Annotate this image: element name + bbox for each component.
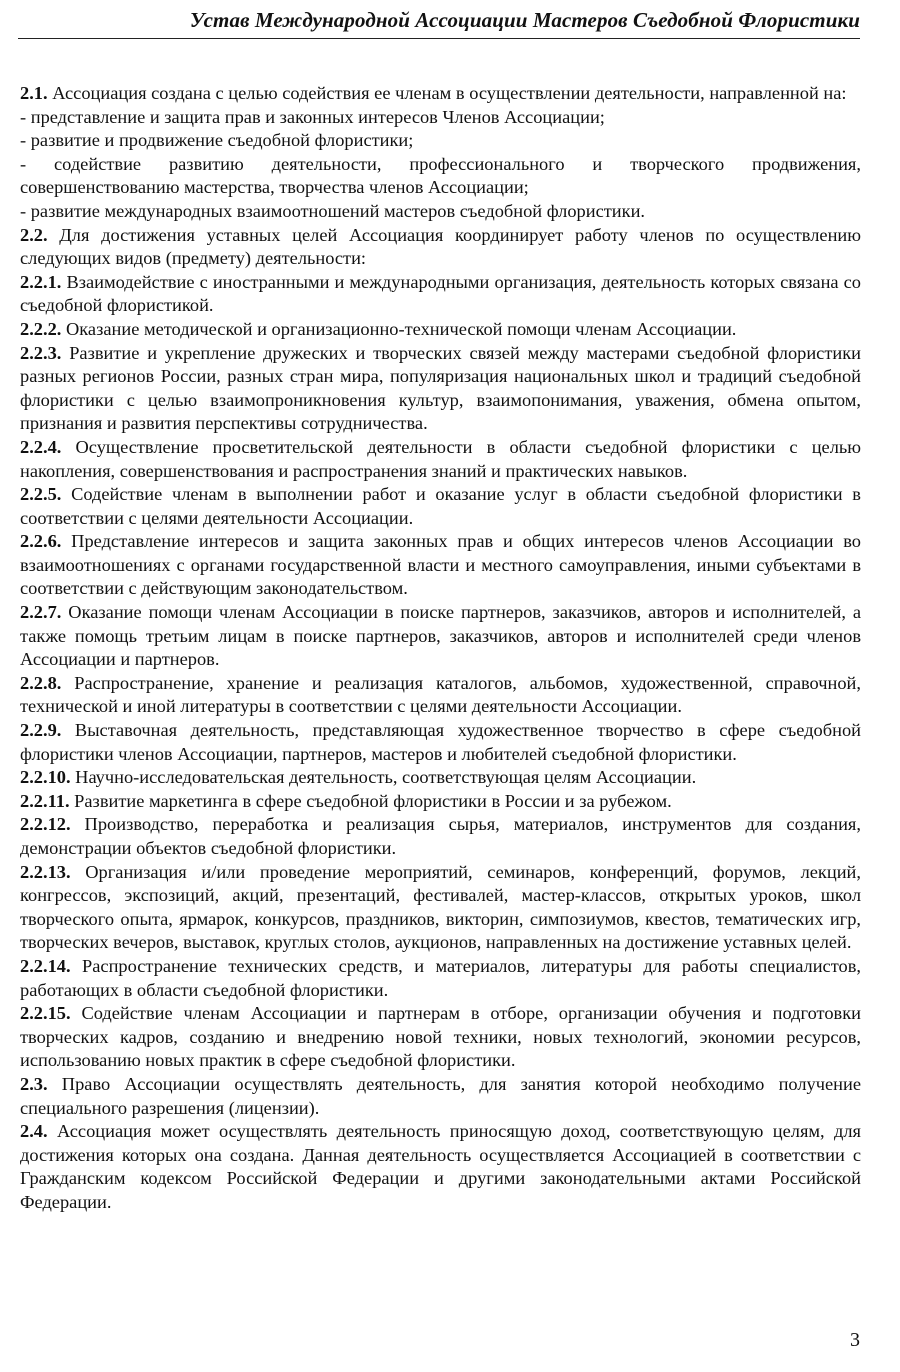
clause-number: 2.2.8. [20, 672, 62, 693]
header-title: Устав Международной Ассоциации Мастеров Съедобной Флористики [189, 8, 860, 32]
clause-paragraph [20, 719, 861, 766]
clause-paragraph [20, 813, 861, 860]
clause-text: Взаимодействие с иностранными и международными организация, деятельность которых связана со съедобной флористикой. [20, 271, 861, 316]
clause-text: - содействие развитию деятельности, профессионального и творческого продвижения, совершенствованию мастерства, творчества членов Ассоциации; [20, 153, 861, 198]
clause-paragraph [20, 766, 861, 790]
clause-text: Развитие и укрепление дружеских и творческих связей между мастерами съедобной флористики разных регионов России, разных стран мира, популяризация национальных школ и традиций съедобной флористики с целью взаимопроникновения культур, взаимопонимания, уважения, обмена опытом, признания и развития перспективы сотрудничества. [20, 342, 861, 434]
clause-paragraph [20, 861, 861, 955]
clause-number: 2.1. [20, 83, 48, 103]
clause-text: Осуществление просветительской деятельности в области съедобной флористики с целью накопления, совершенствования и распространения знаний и практических навыков. [20, 436, 861, 481]
clause-paragraph [20, 224, 861, 271]
clause-number: 2.2.5. [20, 484, 62, 505]
page-number: 3 [850, 1329, 860, 1351]
clause-paragraph [20, 1002, 861, 1073]
clause-paragraph [20, 483, 861, 530]
clause-paragraph [20, 1120, 861, 1214]
clause-paragraph [20, 1073, 861, 1120]
clause-text: Развитие маркетинга в сфере съедобной флористики в России и за рубежом. [69, 790, 672, 811]
clause-paragraph [20, 271, 861, 318]
clause-number: 2.2.11. [20, 790, 70, 811]
clause-number: 2.2.14. [20, 955, 71, 976]
clause-text: Оказание методической и организационно-технической помощи членам Ассоциации. [61, 318, 737, 339]
clause-text: Распространение технических средств, и материалов, литературы для работы специалистов, работающих в области съедобной флористики. [20, 955, 861, 1000]
clause-number: 2.2.1. [20, 271, 62, 292]
clause-paragraph [20, 601, 861, 672]
list-item [20, 129, 861, 153]
clause-number: 2.2.10. [20, 767, 71, 788]
clause-number: 2.2. [20, 224, 48, 245]
clause-text: - развитие и продвижение съедобной флористики; [20, 130, 414, 151]
clause-text: Научно-исследовательская деятельность, соответствующая целям Ассоциации. [70, 767, 697, 788]
clause-text: Оказание помощи членам Ассоциации в поиске партнеров, заказчиков, авторов и исполнителей, а также помощь третьим лицам в поиске партнеров, заказчиков, авторов и исполнителей среди членов Ассоциации и партнеров. [20, 602, 861, 670]
clause-paragraph [20, 955, 861, 1002]
clause-text: Выставочная деятельность, представляющая художественное творчество в сфере съедобной флористики членов Ассоциации, партнеров, мастеров и любителей съедобной флористики. [20, 720, 861, 764]
clause-text: Распространение, хранение и реализация каталогов, альбомов, художественной, справочной, технической и иной литературы в соответствии с целями деятельности Ассоциации. [20, 672, 861, 717]
clause-text: Для достижения уставных целей Ассоциация координирует работу членов по осуществлению следующих видов (предмету) деятельности: [20, 224, 861, 269]
clause-paragraph [20, 436, 861, 483]
clause-text: Ассоциация может осуществлять деятельность приносящую доход, соответствующую целям, для достижения которых она создана. Данная деятельность осуществляется Ассоциацией в соответствии с Гражданским кодексом Российской Федерации и другими законодательными актами Российской Федерации. [20, 1121, 861, 1212]
clause-text: Организация и/или проведение мероприятий, семинаров, конференций, форумов, лекций, конгрессов, экспозиций, акций, презентаций, фестивалей, мастер-классов, открытых уроков, школ творческого опыта, ярмарок, конкурсов, праздников, викторин, симпозиумов, квестов, тематических игр, творческих вечеров, выставок, круглых столов, аукционов, направленных на достижение уставных целей. [20, 861, 861, 953]
clause-text: - развитие международных взаимоотношений мастеров съедобной флористики. [20, 200, 646, 221]
clause-number: 2.3. [20, 1073, 48, 1094]
clause-text: Содействие членам Ассоциации и партнерам в отборе, организации обучения и подготовки творческих кадров, созданию и внедрению новой техники, новых технологий, экономии ресурсов, использованию новых практик в сфере съедобной флористики. [20, 1003, 861, 1071]
list-item [20, 200, 861, 224]
clause-number: 2.2.7. [20, 602, 62, 623]
page-header [18, 6, 860, 39]
list-item [20, 153, 861, 200]
clause-paragraph [20, 342, 861, 436]
clause-paragraph [20, 318, 861, 342]
clause-text: Содействие членам в выполнении работ и оказание услуг в области съедобной флористики в соответствии с целями деятельности Ассоциации. [20, 484, 861, 528]
clause-text: Право Ассоциации осуществлять деятельность, для занятия которой необходимо получение специального разрешения (лицензии). [20, 1073, 861, 1118]
clause-number: 2.2.6. [20, 531, 62, 552]
clause-number: 2.2.2. [20, 318, 62, 339]
clause-number: 2.2.9. [20, 720, 62, 741]
document-body [20, 82, 861, 1215]
clause-number: 2.2.4. [20, 436, 62, 457]
clause-paragraph [20, 790, 861, 814]
list-item [20, 106, 861, 130]
clause-number: 2.2.13. [20, 861, 71, 882]
clause-text: Представление интересов и защита законных прав и общих интересов членов Ассоциации во взаимоотношениях с органами государственной власти и местного самоуправления, иными субъектами в соответствии с действующим законодательством. [20, 531, 861, 599]
clause-text: - представление и защита прав и законных интересов Членов Ассоциации; [20, 106, 605, 127]
clause-number: 2.2.3. [20, 342, 62, 363]
clause-number: 2.2.15. [20, 1003, 71, 1024]
clause-paragraph [20, 672, 861, 719]
clause-number: 2.2.12. [20, 814, 71, 835]
clause-text: Производство, переработка и реализация сырья, материалов, инструментов для создания, демонстрации объектов съедобной флористики. [20, 814, 861, 858]
clause-paragraph [20, 82, 861, 106]
clause-paragraph [20, 530, 861, 601]
clause-text: Ассоциация создана с целью содействия ее членам в осуществлении деятельности, направленной на: [47, 83, 847, 103]
clause-number: 2.4. [20, 1121, 48, 1142]
